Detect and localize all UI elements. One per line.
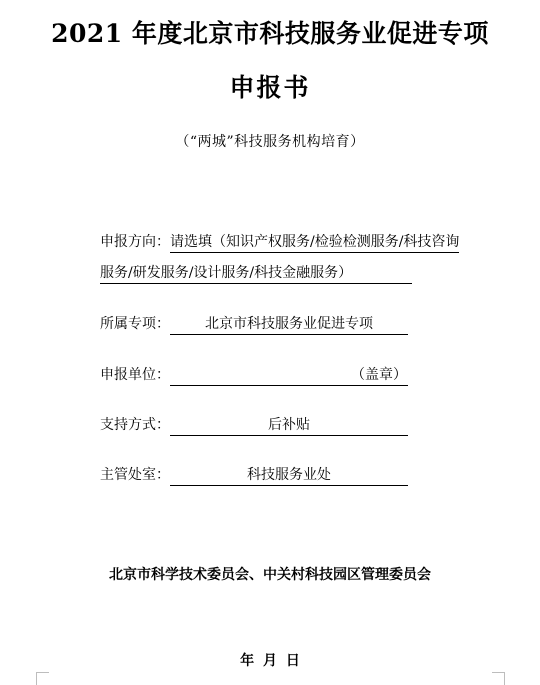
field-unit-suffix: （盖章） [350, 365, 408, 386]
field-support-label: 支持方式： [100, 417, 170, 433]
page-corner-mark-left [36, 672, 49, 685]
issuing-committee: 北京市科学技术委员会、中关村科技园区管理委员会 [109, 567, 431, 583]
field-unit-label: 申报单位： [100, 367, 170, 383]
field-direction-line2 [100, 263, 412, 284]
document-subtitle: （“两城”科技服务机构培育） [175, 134, 365, 150]
field-unit-value [170, 365, 350, 386]
field-unit [100, 365, 408, 386]
field-direction-value-line1: 请选填（知识产权服务/检验检测服务/科技咨询 [170, 232, 459, 253]
field-direction-label: 申报方向： [100, 234, 170, 250]
field-office [100, 465, 408, 486]
page-corner-mark-right [492, 672, 505, 685]
field-direction [100, 232, 459, 253]
field-support-value: 后补贴 [170, 415, 408, 436]
document-title-line1: 2021 年度北京市科技服务业促进专项 [51, 19, 489, 48]
field-support [100, 415, 408, 436]
field-direction-value-line2: 服务/研发服务/设计服务/科技金融服务） [100, 265, 353, 281]
field-project-value: 北京市科技服务业促进专项 [170, 314, 408, 335]
field-project [100, 314, 408, 335]
document-title-line2: 申报书 [229, 73, 311, 102]
date-line: 年 月 日 [240, 653, 300, 669]
field-office-value: 科技服务业处 [170, 465, 408, 486]
field-project-label: 所属专项： [100, 316, 170, 332]
field-office-label: 主管处室： [100, 467, 170, 483]
